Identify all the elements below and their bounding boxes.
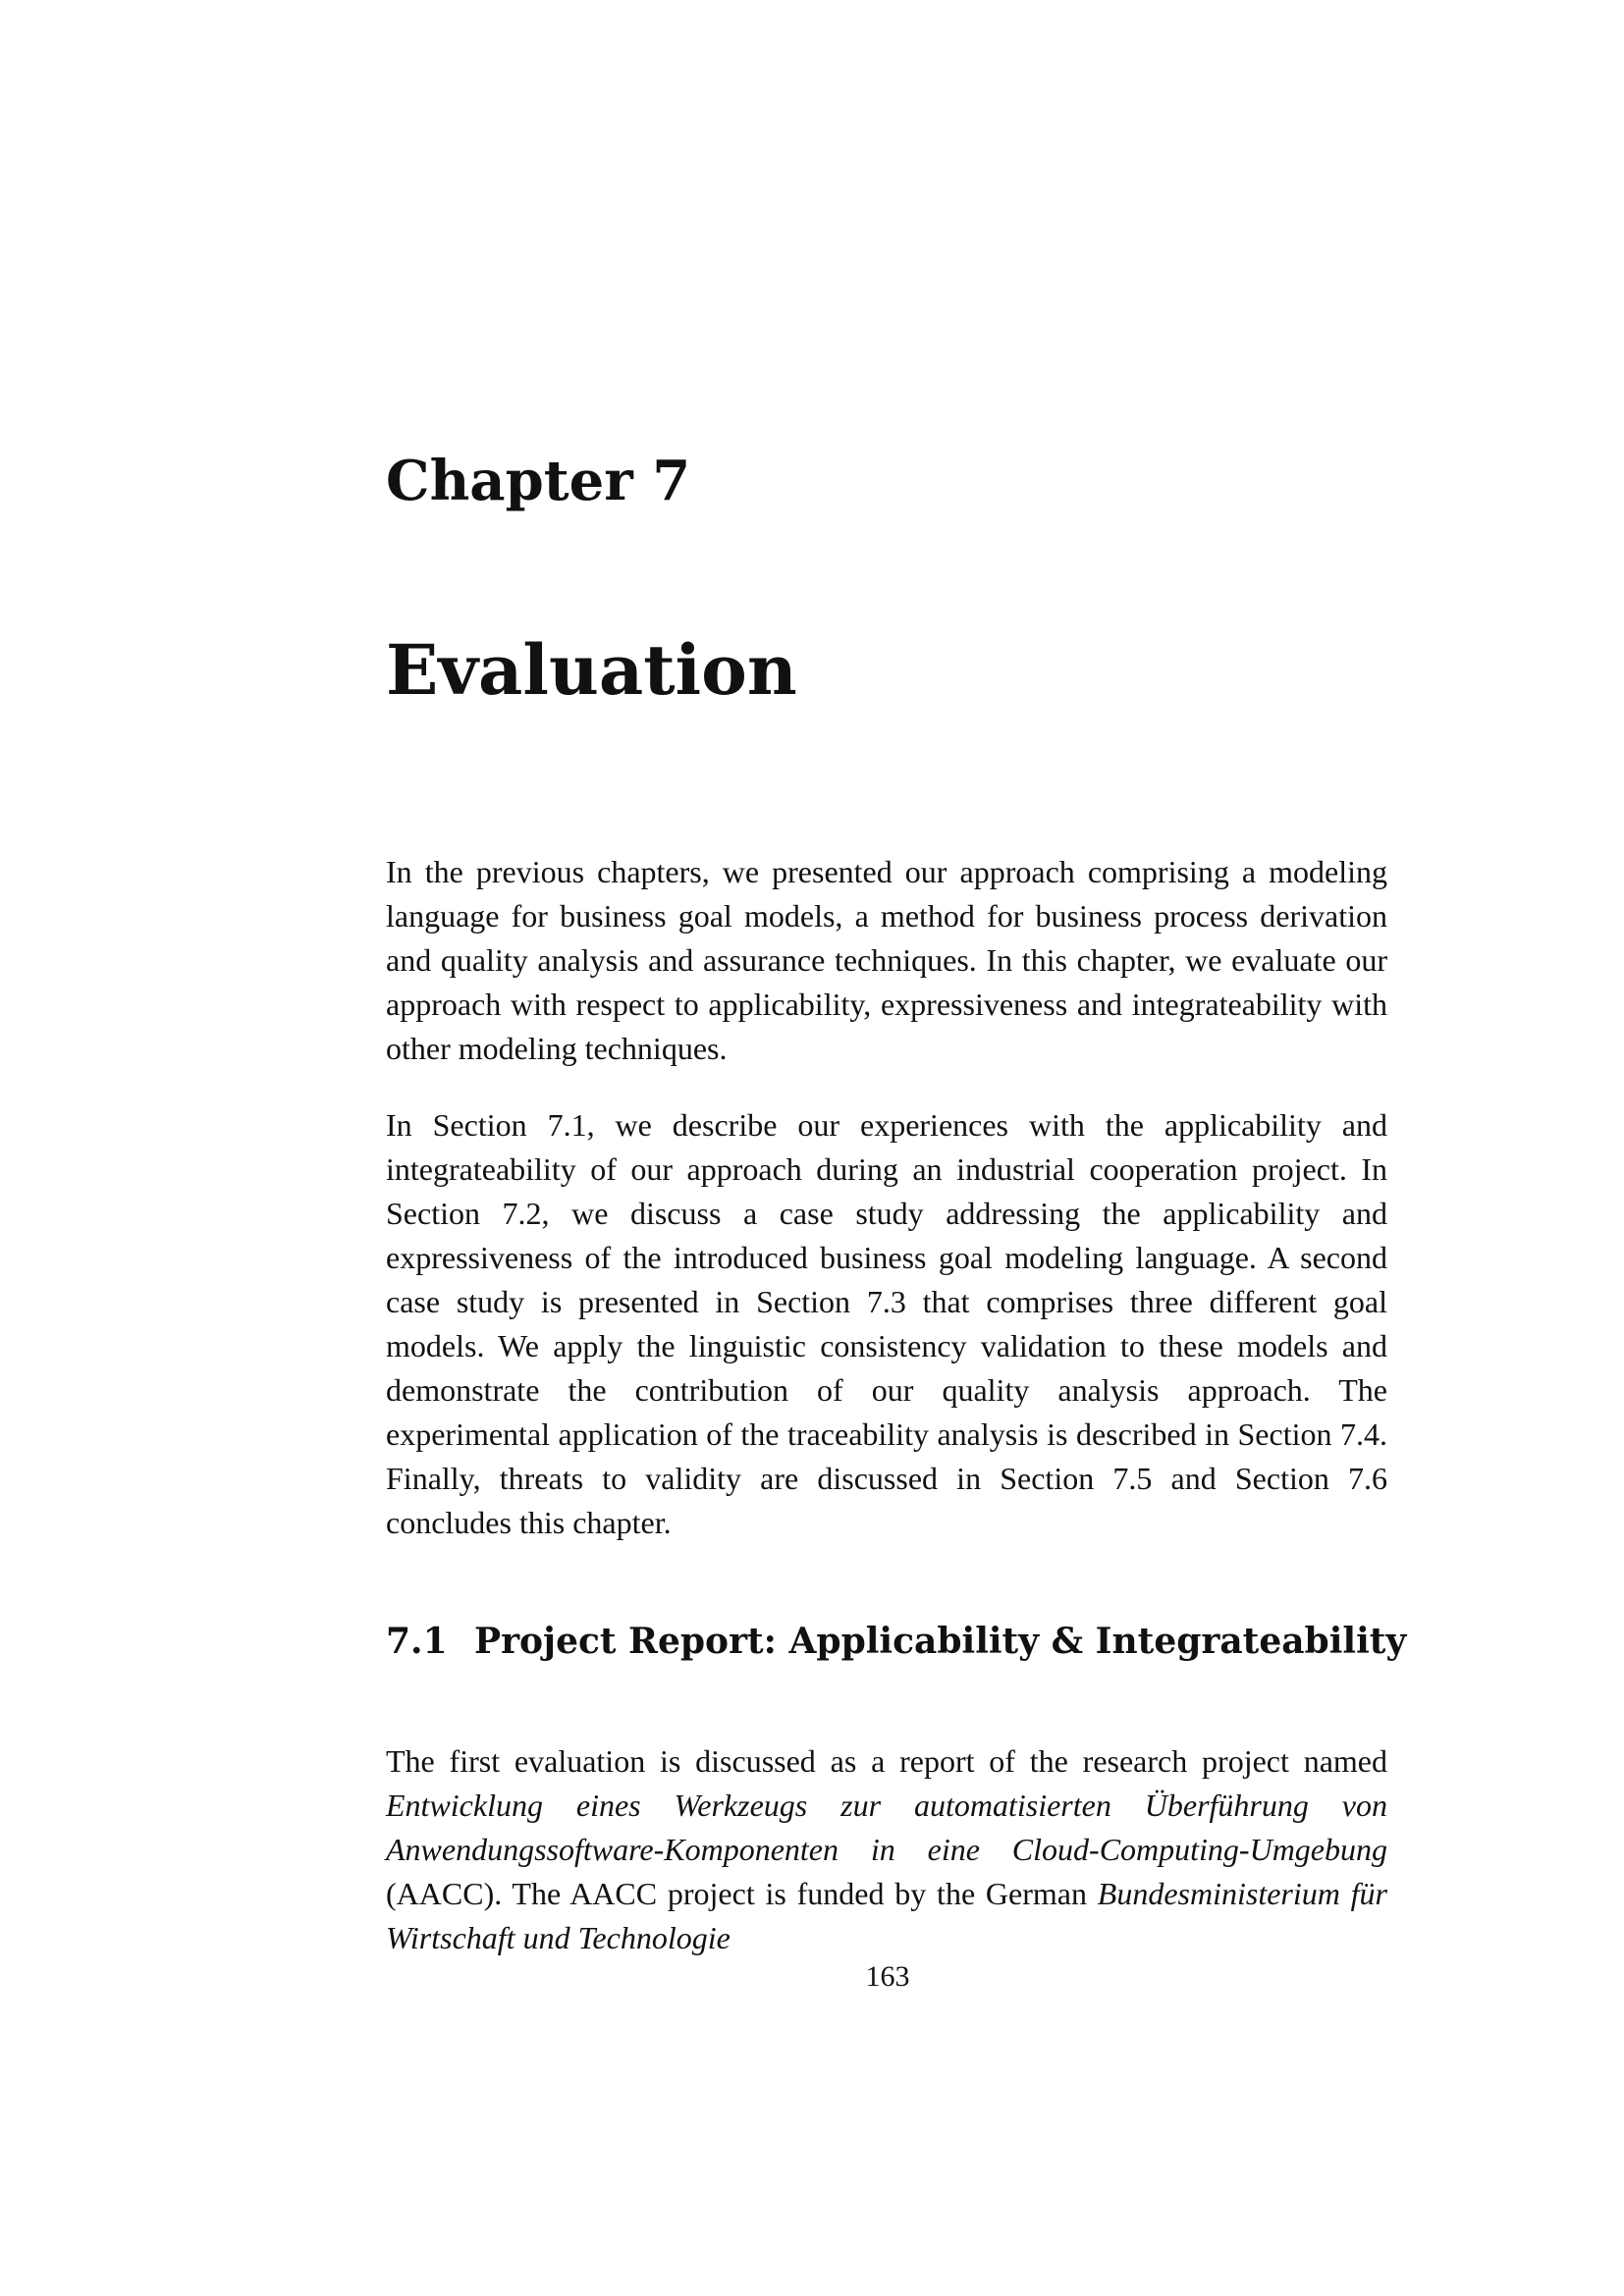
- section-paragraph: [386, 1739, 1387, 1960]
- section-body: [386, 1739, 1387, 1960]
- project-name: Entwicklung eines Werkzeugs zur automatisierten Überführung von Anwendungssoftware-Komponenten in eine Cloud-Computing-Umgebung: [386, 1788, 1387, 1867]
- chapter-title: Evaluation: [386, 629, 797, 711]
- intro-paragraph-1: In the previous chapters, we presented our approach comprising a modeling language for business goal models, a method for business process derivation and quality analysis and assurance techniques. In this chapter, we evaluate our approach with respect to applicability, expressiveness and integrateability with other modeling techniques.: [386, 854, 1387, 1066]
- intro-paragraph-2: In Section 7.1, we describe our experiences with the applicability and integrateability of our approach during an industrial cooperation project. In Section 7.2, we discuss a case study addressing the applicability and expressiveness of the introduced business goal modeling language. A second case study is presented in Section 7.3 that comprises three different goal models. We apply the linguistic consistency validation to these models and demonstrate the contribution of our quality analysis approach. The experimental application of the traceability analysis is described in Section 7.4. Finally, threats to validity are discussed in Section 7.5 and Section 7.6 concludes this chapter.: [386, 1107, 1387, 1540]
- chapter-label: Chapter 7: [386, 449, 691, 513]
- chapter-intro: [386, 850, 1387, 1545]
- page-number: 163: [865, 1960, 910, 1993]
- section-title: Project Report: Applicability & Integrateability: [474, 1621, 1407, 1662]
- section-number: 7.1: [386, 1621, 448, 1662]
- section-text-part1: The first evaluation is discussed as a report of the research project named: [386, 1743, 1387, 1779]
- ministry-name: Bundesministerium für Wirtschaft und Technologie: [386, 1876, 1388, 1955]
- section-heading: [386, 1621, 1406, 1663]
- section-text-part2: (AACC). The AACC project is funded by the German: [386, 1876, 1098, 1911]
